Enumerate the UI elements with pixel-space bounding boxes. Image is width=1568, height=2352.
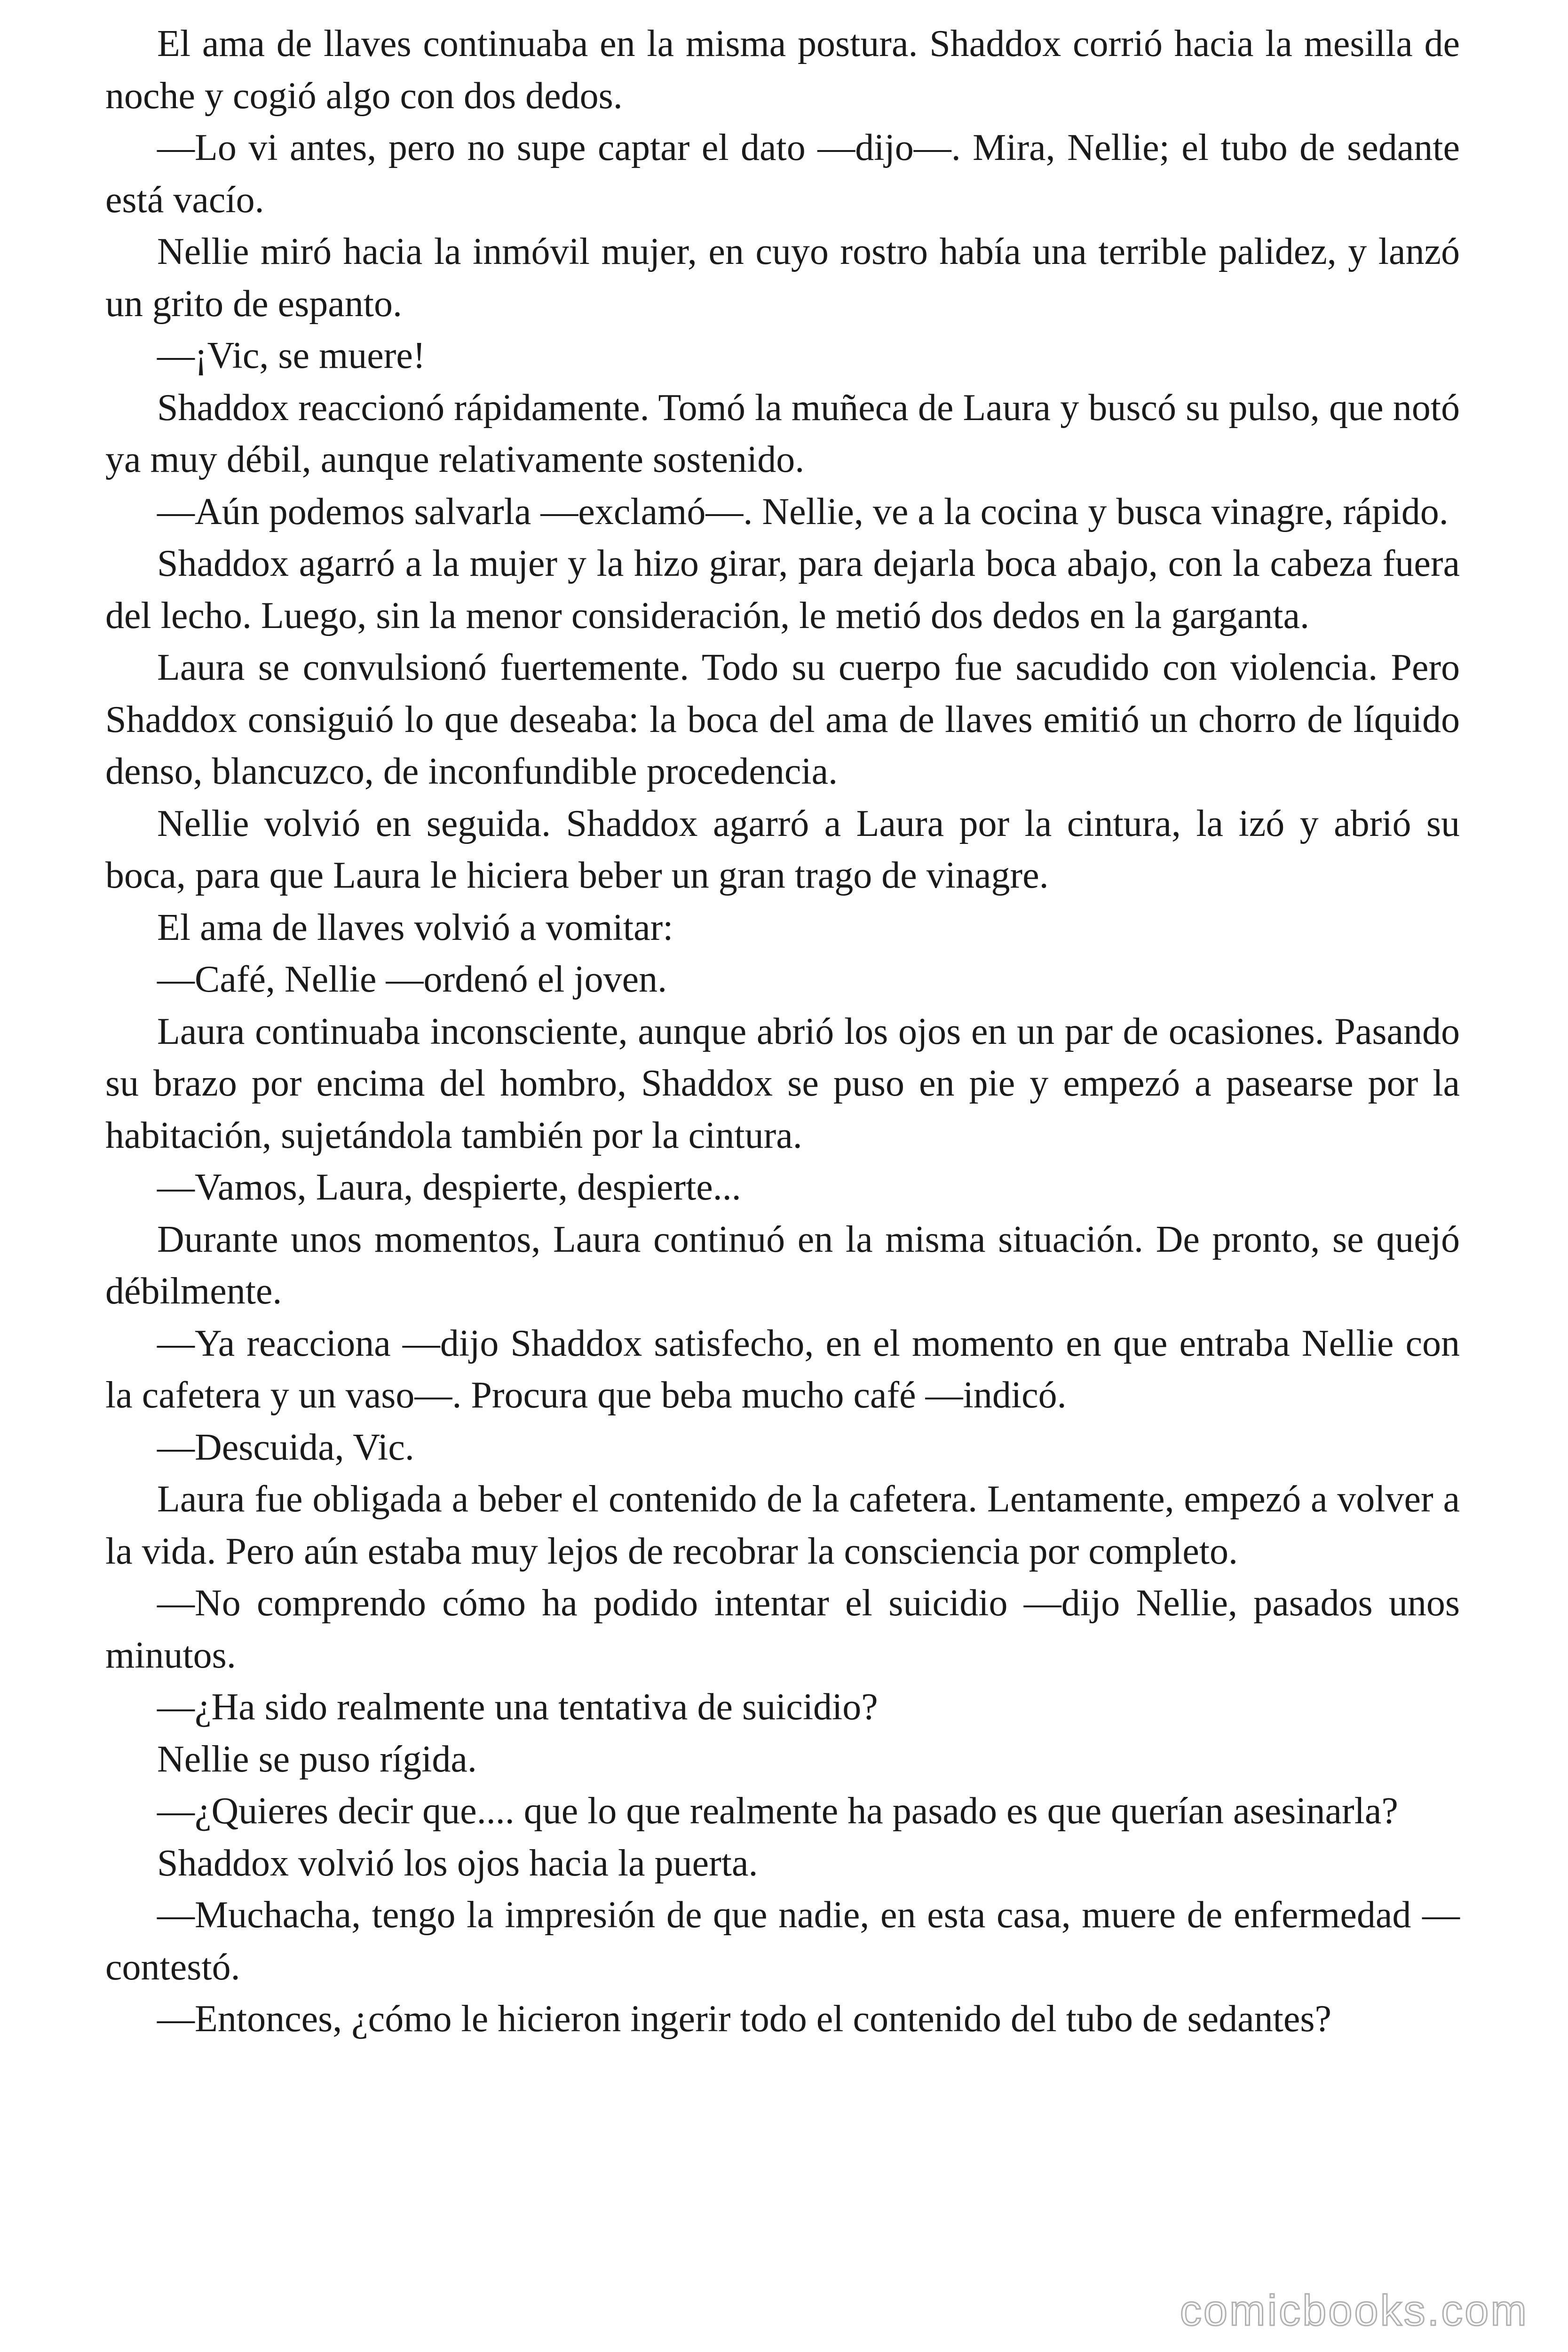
paragraph: —No comprendo cómo ha podido intentar el suicidio —dijo Nellie, pasados unos minutos.	[105, 1582, 1460, 1676]
paragraph: Laura se convulsionó fuertemente. Todo su cuerpo fue sacudido con violencia. Pero Shaddox consiguió lo que deseaba: la boca del ama de llaves emitió un chorro de líquido denso, blancuzco, de inconfundible procedencia.	[105, 647, 1460, 792]
paragraph: —Muchacha, tengo la impresión de que nadie, en esta casa, muere de enfermedad —contestó.	[105, 1894, 1460, 1988]
body-text	[105, 18, 1460, 2045]
paragraph: —Ya reacciona —dijo Shaddox satisfecho, en el momento en que entraba Nellie con la cafetera y un vaso—. Procura que beba mucho café —indicó.	[105, 1322, 1460, 1416]
paragraph: Nellie miró hacia la inmóvil mujer, en cuyo rostro había una terrible palidez, y lanzó un grito de espanto.	[105, 231, 1460, 325]
paragraph: —Aún podemos salvarla —exclamó—. Nellie, ve a la cocina y busca vinagre, rápido.	[157, 491, 1449, 532]
paragraph: Durante unos momentos, Laura continuó en la misma situación. De pronto, se quejó débilmente.	[105, 1218, 1460, 1312]
paragraph: Nellie se puso rígida.	[157, 1738, 477, 1780]
paragraph: Shaddox reaccionó rápidamente. Tomó la muñeca de Laura y buscó su pulso, que notó ya muy débil, aunque relativamente sostenido.	[105, 387, 1460, 480]
paragraph: El ama de llaves continuaba en la misma postura. Shaddox corrió hacia la mesilla de noche y cogió algo con dos dedos.	[105, 23, 1460, 117]
paragraph: Shaddox volvió los ojos hacia la puerta.	[157, 1842, 758, 1884]
paragraph: —¡Vic, se muere!	[157, 335, 426, 376]
paragraph: Laura continuaba inconsciente, aunque abrió los ojos en un par de ocasiones. Pasando su brazo por encima del hombro, Shaddox se puso en pie y empezó a pasearse por la habitación, sujetándola también por la cintura.	[105, 1010, 1460, 1156]
paragraph: —¿Quieres decir que.... que lo que realmente ha pasado es que querían asesinarla?	[157, 1790, 1398, 1832]
paragraph: —Lo vi antes, pero no supe captar el dato —dijo—. Mira, Nellie; el tubo de sedante está vacío.	[105, 127, 1460, 221]
paragraph: Laura fue obligada a beber el contenido de la cafetera. Lentamente, empezó a volver a la vida. Pero aún estaba muy lejos de recobrar la consciencia por completo.	[105, 1478, 1460, 1572]
paragraph: —Café, Nellie —ordenó el joven.	[157, 959, 667, 1000]
watermark: comicbooks.com	[1180, 2287, 1528, 2335]
paragraph: El ama de llaves volvió a vomitar:	[157, 906, 673, 948]
paragraph: —Entonces, ¿cómo le hicieron ingerir todo el contenido del tubo de sedantes?	[157, 1998, 1331, 2040]
paragraph: —¿Ha sido realmente una tentativa de suicidio?	[157, 1686, 878, 1728]
paragraph: —Vamos, Laura, despierte, despierte...	[157, 1167, 741, 1208]
paragraph: Nellie volvió en seguida. Shaddox agarró a Laura por la cintura, la izó y abrió su boca, para que Laura le hiciera beber un gran trago de vinagre.	[105, 803, 1460, 896]
paragraph: —Descuida, Vic.	[157, 1426, 414, 1468]
paragraph: Shaddox agarró a la mujer y la hizo girar, para dejarla boca abajo, con la cabeza fuera del lecho. Luego, sin la menor consideración, le metió dos dedos en la garganta.	[105, 543, 1460, 636]
